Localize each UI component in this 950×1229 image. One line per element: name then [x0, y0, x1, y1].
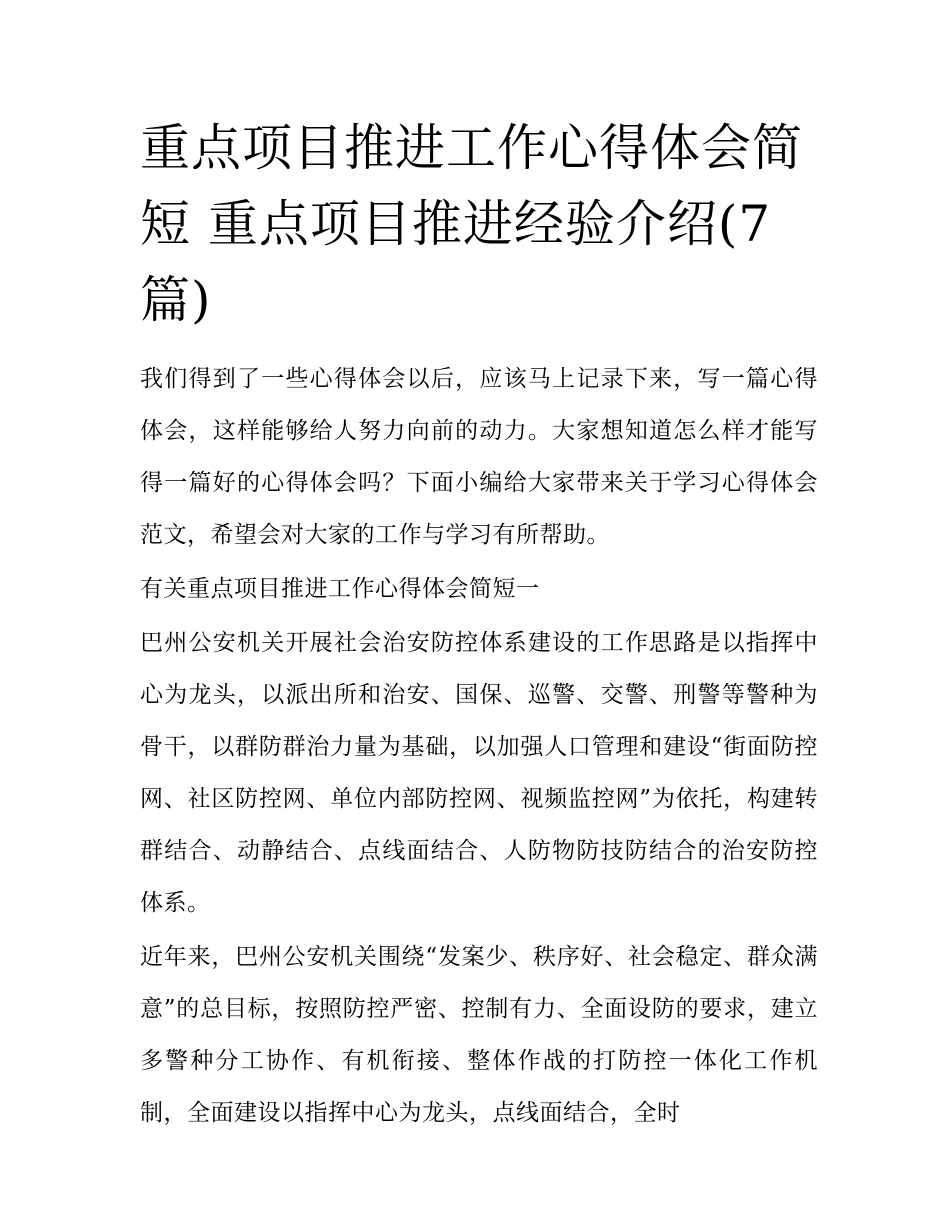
- intro-paragraph: 我们得到了一些心得体会以后，应该马上记录下来，写一篇心得体会，这样能够给人努力向前的动力。大家想知道怎么样才能写得一篇好的心得体会吗？下面小编给大家带来关于学习心得体会范文，希望会对大家的工作与学习有所帮助。: [140, 366, 818, 548]
- body-paragraph: 近年来，巴州公安机关围绕“发案少、秩序好、社会稳定、群众满意”的总目标，按照防控严密、控制有力、全面设防的要求，建立多警种分工协作、有机衔接、整体作战的打防控一体化工作机制，全面建设以指挥中心为龙头，点线面结合，全时: [140, 944, 818, 1126]
- section-heading: 有关重点项目推进工作心得体会简短一: [140, 576, 540, 602]
- document-title: 重点项目推进工作心得体会简短 重点项目推进经验介绍(7篇): [140, 119, 803, 329]
- document-body: [140, 353, 818, 1141]
- body-paragraph: 巴州公安机关开展社会治安防控体系建设的工作思路是以指挥中心为龙头，以派出所和治安、国保、巡警、交警、刑警等警种为骨干，以群防群治力量为基础，以加强人口管理和建设“街面防控网、社区防控网、单位内部防控网、视频监控网”为依托，构建转群结合、动静结合、点线面结合、人防物防技防结合的治安防控体系。: [140, 630, 818, 916]
